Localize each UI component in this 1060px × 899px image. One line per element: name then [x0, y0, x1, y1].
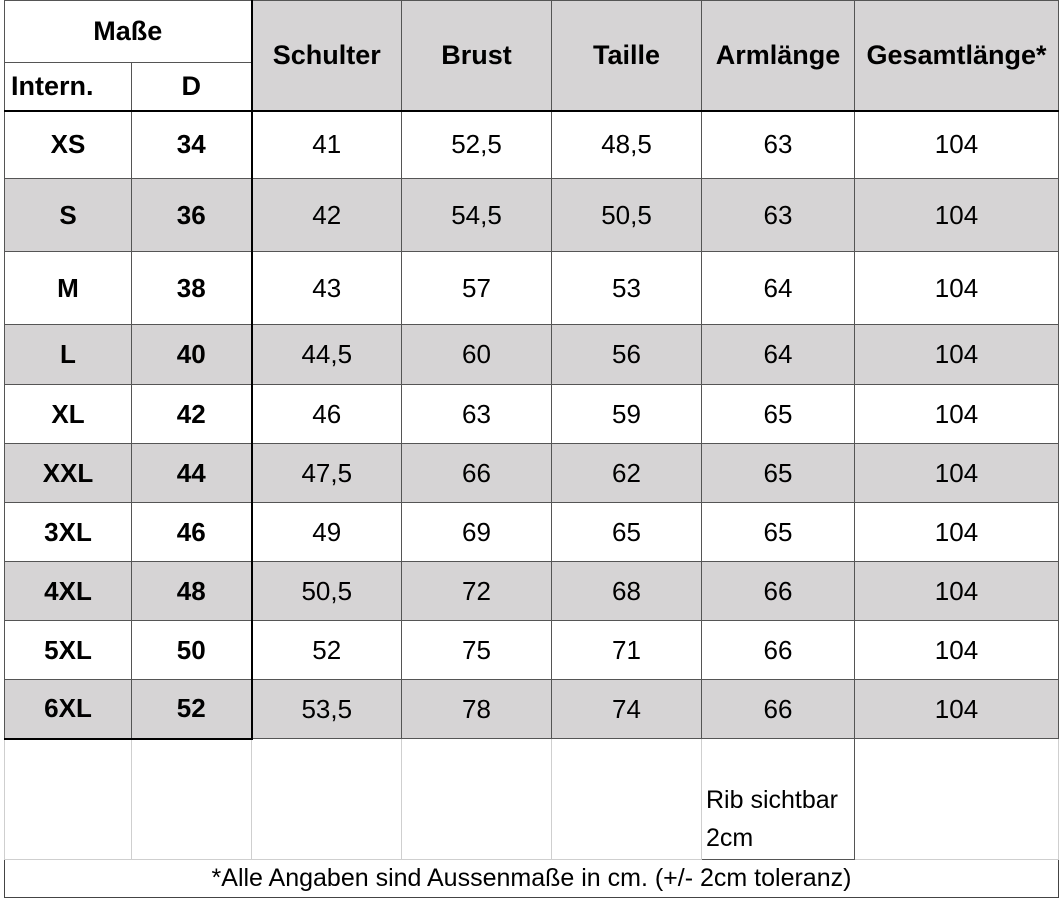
- header-intern: Intern.: [5, 63, 132, 111]
- cell-d: 40: [132, 325, 252, 385]
- cell-armlaenge: 66: [702, 680, 855, 739]
- header-masse: Maße: [5, 1, 252, 63]
- cell-schulter: 49: [252, 503, 402, 562]
- cell-armlaenge: 66: [702, 562, 855, 621]
- table-row: [5, 385, 1059, 444]
- size-chart-table: [4, 0, 1059, 898]
- table-row: [5, 503, 1059, 562]
- cell-armlaenge: 66: [702, 621, 855, 680]
- cell-gesamtlaenge: 104: [855, 444, 1059, 503]
- cell-schulter: 43: [252, 252, 402, 325]
- cell-taille: 68: [552, 562, 702, 621]
- note-empty-cell: [552, 739, 702, 860]
- rib-note-line-2: 2cm: [706, 824, 754, 852]
- table-row: [5, 179, 1059, 252]
- cell-schulter: 44,5: [252, 325, 402, 385]
- note-empty-cell: [855, 739, 1059, 860]
- table-row: [5, 111, 1059, 179]
- cell-d: 52: [132, 680, 252, 739]
- cell-taille: 50,5: [552, 179, 702, 252]
- cell-intern: 4XL: [5, 562, 132, 621]
- table-row: [5, 325, 1059, 385]
- cell-taille: 62: [552, 444, 702, 503]
- cell-armlaenge: 63: [702, 111, 855, 179]
- cell-d: 38: [132, 252, 252, 325]
- cell-armlaenge: 64: [702, 252, 855, 325]
- cell-gesamtlaenge: 104: [855, 385, 1059, 444]
- cell-intern: 5XL: [5, 621, 132, 680]
- cell-gesamtlaenge: 104: [855, 252, 1059, 325]
- table-row: [5, 621, 1059, 680]
- cell-armlaenge: 65: [702, 385, 855, 444]
- cell-schulter: 53,5: [252, 680, 402, 739]
- cell-brust: 66: [402, 444, 552, 503]
- note-empty-cell: [252, 739, 402, 860]
- cell-schulter: 47,5: [252, 444, 402, 503]
- note-empty-cell: [5, 739, 132, 860]
- table-row: [5, 680, 1059, 739]
- cell-intern: XL: [5, 385, 132, 444]
- cell-intern: M: [5, 252, 132, 325]
- table-row: [5, 252, 1059, 325]
- cell-brust: 75: [402, 621, 552, 680]
- cell-intern: XXL: [5, 444, 132, 503]
- cell-brust: 69: [402, 503, 552, 562]
- cell-armlaenge: 64: [702, 325, 855, 385]
- cell-gesamtlaenge: 104: [855, 562, 1059, 621]
- cell-brust: 60: [402, 325, 552, 385]
- cell-intern: XS: [5, 111, 132, 179]
- cell-gesamtlaenge: 104: [855, 621, 1059, 680]
- footer-note: *Alle Angaben sind Aussenmaße in cm. (+/- 2cm toleranz): [5, 860, 1059, 898]
- cell-intern: 6XL: [5, 680, 132, 739]
- cell-brust: 63: [402, 385, 552, 444]
- cell-intern: 3XL: [5, 503, 132, 562]
- rib-note: [702, 739, 855, 860]
- cell-brust: 78: [402, 680, 552, 739]
- cell-intern: S: [5, 179, 132, 252]
- cell-d: 50: [132, 621, 252, 680]
- cell-taille: 71: [552, 621, 702, 680]
- cell-taille: 59: [552, 385, 702, 444]
- header-armlaenge: Armlänge: [702, 1, 855, 111]
- cell-schulter: 42: [252, 179, 402, 252]
- table-row: [5, 444, 1059, 503]
- cell-schulter: 41: [252, 111, 402, 179]
- cell-gesamtlaenge: 104: [855, 111, 1059, 179]
- cell-gesamtlaenge: 104: [855, 325, 1059, 385]
- cell-d: 36: [132, 179, 252, 252]
- cell-taille: 65: [552, 503, 702, 562]
- cell-d: 34: [132, 111, 252, 179]
- cell-schulter: 52: [252, 621, 402, 680]
- cell-gesamtlaenge: 104: [855, 179, 1059, 252]
- cell-d: 44: [132, 444, 252, 503]
- cell-d: 48: [132, 562, 252, 621]
- cell-schulter: 50,5: [252, 562, 402, 621]
- note-empty-cell: [132, 739, 252, 860]
- header-gesamtlaenge: Gesamtlänge*: [855, 1, 1059, 111]
- cell-d: 46: [132, 503, 252, 562]
- cell-taille: 74: [552, 680, 702, 739]
- table-row: [5, 562, 1059, 621]
- cell-gesamtlaenge: 104: [855, 680, 1059, 739]
- cell-intern: L: [5, 325, 132, 385]
- cell-brust: 72: [402, 562, 552, 621]
- cell-armlaenge: 65: [702, 503, 855, 562]
- header-d: D: [132, 63, 252, 111]
- header-taille: Taille: [552, 1, 702, 111]
- note-empty-cell: [402, 739, 552, 860]
- cell-schulter: 46: [252, 385, 402, 444]
- cell-taille: 56: [552, 325, 702, 385]
- cell-brust: 54,5: [402, 179, 552, 252]
- cell-taille: 48,5: [552, 111, 702, 179]
- cell-d: 42: [132, 385, 252, 444]
- cell-gesamtlaenge: 104: [855, 503, 1059, 562]
- header-brust: Brust: [402, 1, 552, 111]
- header-schulter: Schulter: [252, 1, 402, 111]
- cell-taille: 53: [552, 252, 702, 325]
- cell-brust: 52,5: [402, 111, 552, 179]
- cell-armlaenge: 63: [702, 179, 855, 252]
- cell-brust: 57: [402, 252, 552, 325]
- cell-armlaenge: 65: [702, 444, 855, 503]
- rib-note-line-1: Rib sichtbar: [706, 786, 838, 814]
